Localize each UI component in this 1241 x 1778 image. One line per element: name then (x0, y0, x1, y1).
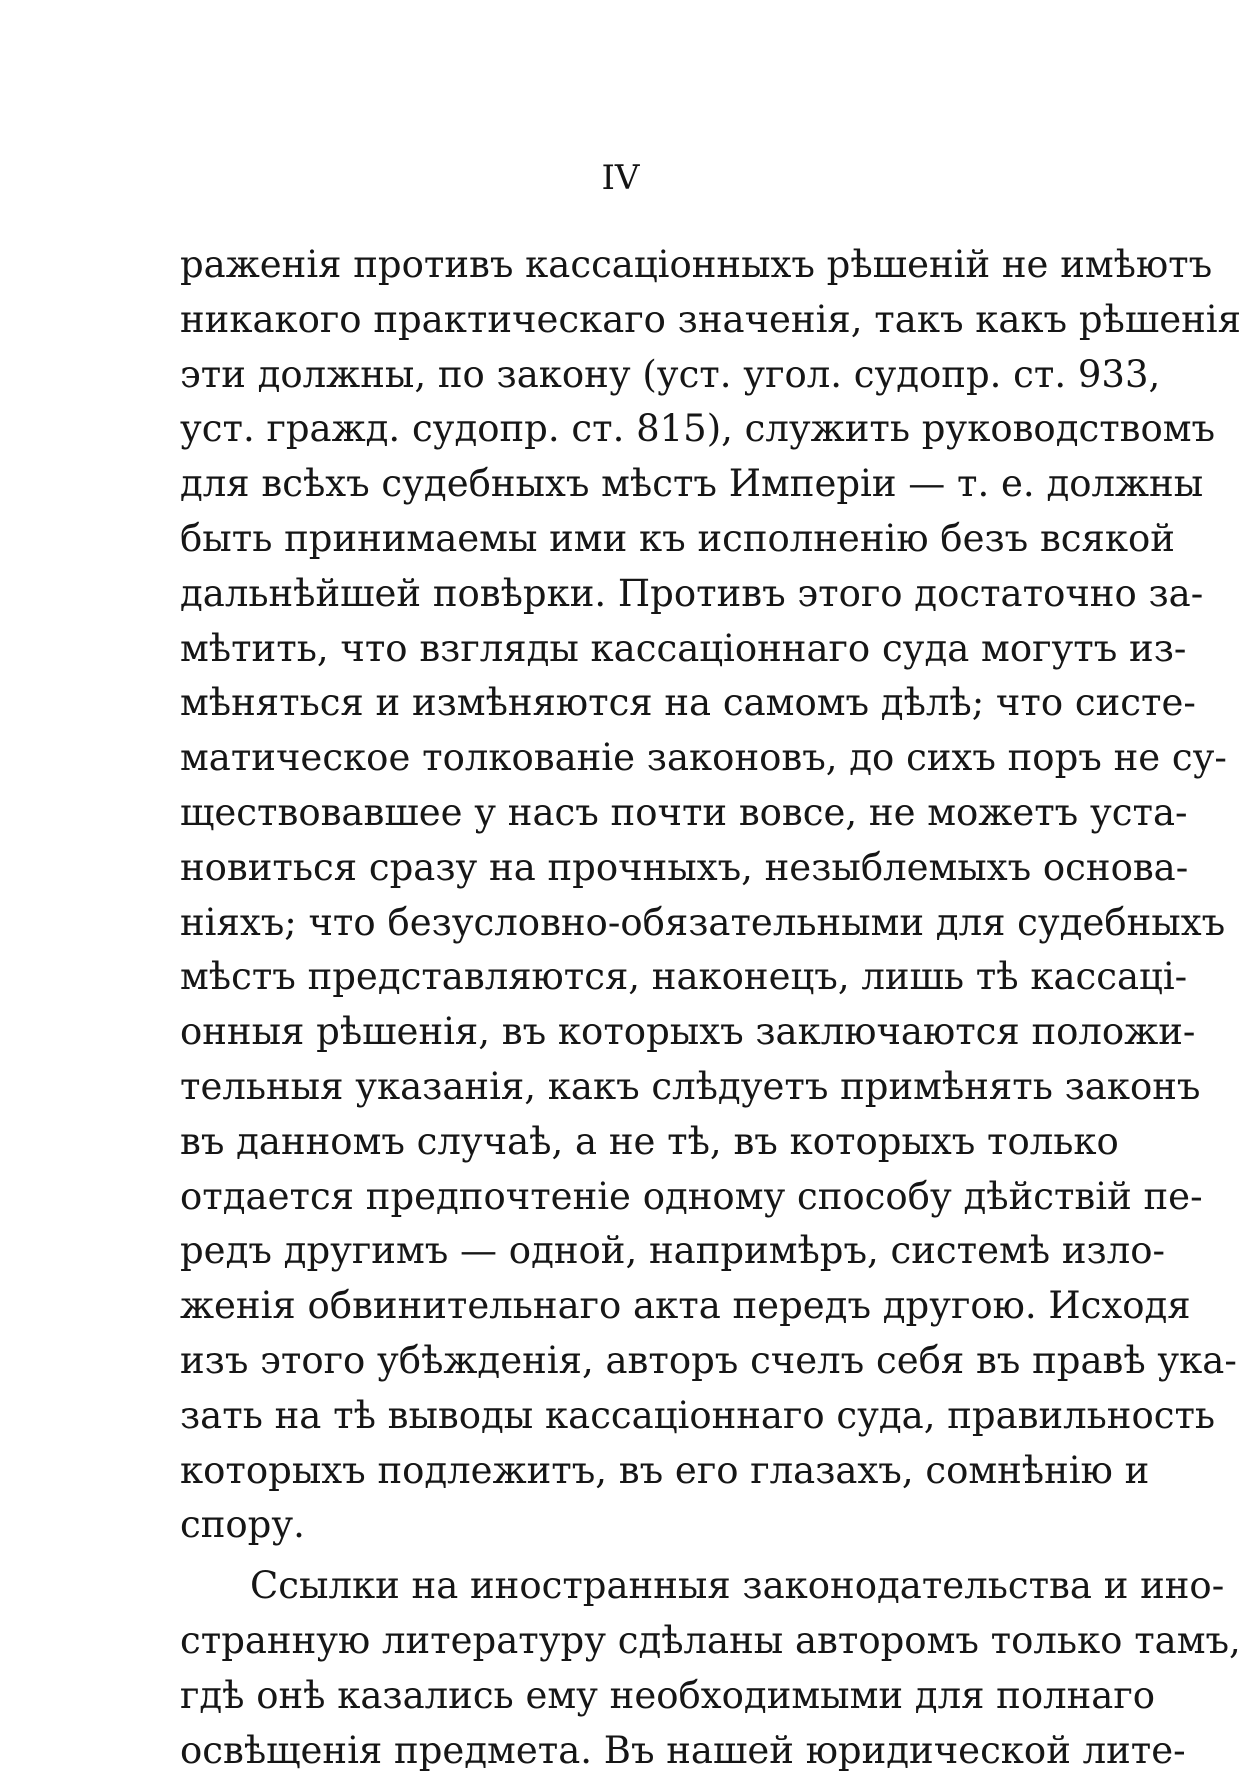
page-number: IV (601, 158, 640, 198)
text-line: быть принимаемы ими къ исполненію безъ всякой (180, 516, 1175, 560)
text-line: освѣщенія предмета. Въ нашей юридической лите- (180, 1728, 1186, 1772)
text-line: онныя рѣшенія, въ которыхъ заключаются положи- (180, 1010, 1196, 1054)
text-block (180, 238, 1241, 1778)
text-line: которыхъ подлежитъ, въ его глазахъ, сомнѣнію и (180, 1448, 1150, 1492)
text-line: гдѣ онѣ казались ему необходимыми для полнаго (180, 1673, 1156, 1717)
text-line: ществовавшее у насъ почти вовсе, не можетъ уста- (180, 790, 1188, 834)
text-line: въ данномъ случаѣ, а не тѣ, въ которыхъ только (180, 1119, 1119, 1163)
text-line: мѣстъ представляются, наконецъ, лишь тѣ кассаці- (180, 955, 1188, 999)
text-line: для всѣхъ судебныхъ мѣстъ Имперіи — т. е. должны (180, 462, 1204, 506)
text-line: отдается предпочтеніе одному способу дѣйствій пе- (180, 1174, 1203, 1218)
paragraph-2 (180, 1559, 1241, 1778)
text-line: изъ этого убѣжденія, авторъ счелъ себя въ правѣ ука- (180, 1338, 1237, 1382)
text-line: эти должны, по закону (уст. угол. судопр. ст. 933, (180, 352, 1161, 396)
text-line: Ссылки на иностранныя законодательства и ино- (250, 1564, 1225, 1608)
text-line: странную литературу сдѣланы авторомъ только тамъ, (180, 1618, 1241, 1662)
text-line: никакого практическаго значенія, такъ какъ рѣшенія (180, 297, 1241, 341)
paragraph-1 (180, 238, 1241, 1553)
text-line: новиться сразу на прочныхъ, незыблемыхъ основа- (180, 845, 1189, 889)
text-line: мѣняться и измѣняются на самомъ дѣлѣ; что систе- (180, 681, 1196, 725)
text-line: мѣтить, что взгляды кассаціоннаго суда могутъ из- (180, 626, 1187, 670)
text-line: ніяхъ; что безусловно-обязательными для судебныхъ (180, 900, 1226, 944)
text-line: спору. (180, 1503, 305, 1547)
text-line: женія обвинительнаго акта передъ другою. Исходя (180, 1284, 1191, 1328)
text-line: уст. гражд. судопр. ст. 815), служить руководствомъ (180, 407, 1216, 451)
text-line: редъ другимъ — одной, напримѣръ, системѣ изло- (180, 1229, 1165, 1273)
text-line: тельныя указанія, какъ слѣдуетъ примѣнять законъ (180, 1064, 1201, 1108)
text-line: матическое толкованіе законовъ, до сихъ поръ не су- (180, 736, 1227, 780)
text-line: зать на тѣ выводы кассаціоннаго суда, правильность (180, 1393, 1216, 1437)
text-line: дальнѣйшей повѣрки. Противъ этого достаточно за- (180, 571, 1204, 615)
text-line: раженія противъ кассаціонныхъ рѣшеній не имѣютъ (180, 243, 1213, 286)
